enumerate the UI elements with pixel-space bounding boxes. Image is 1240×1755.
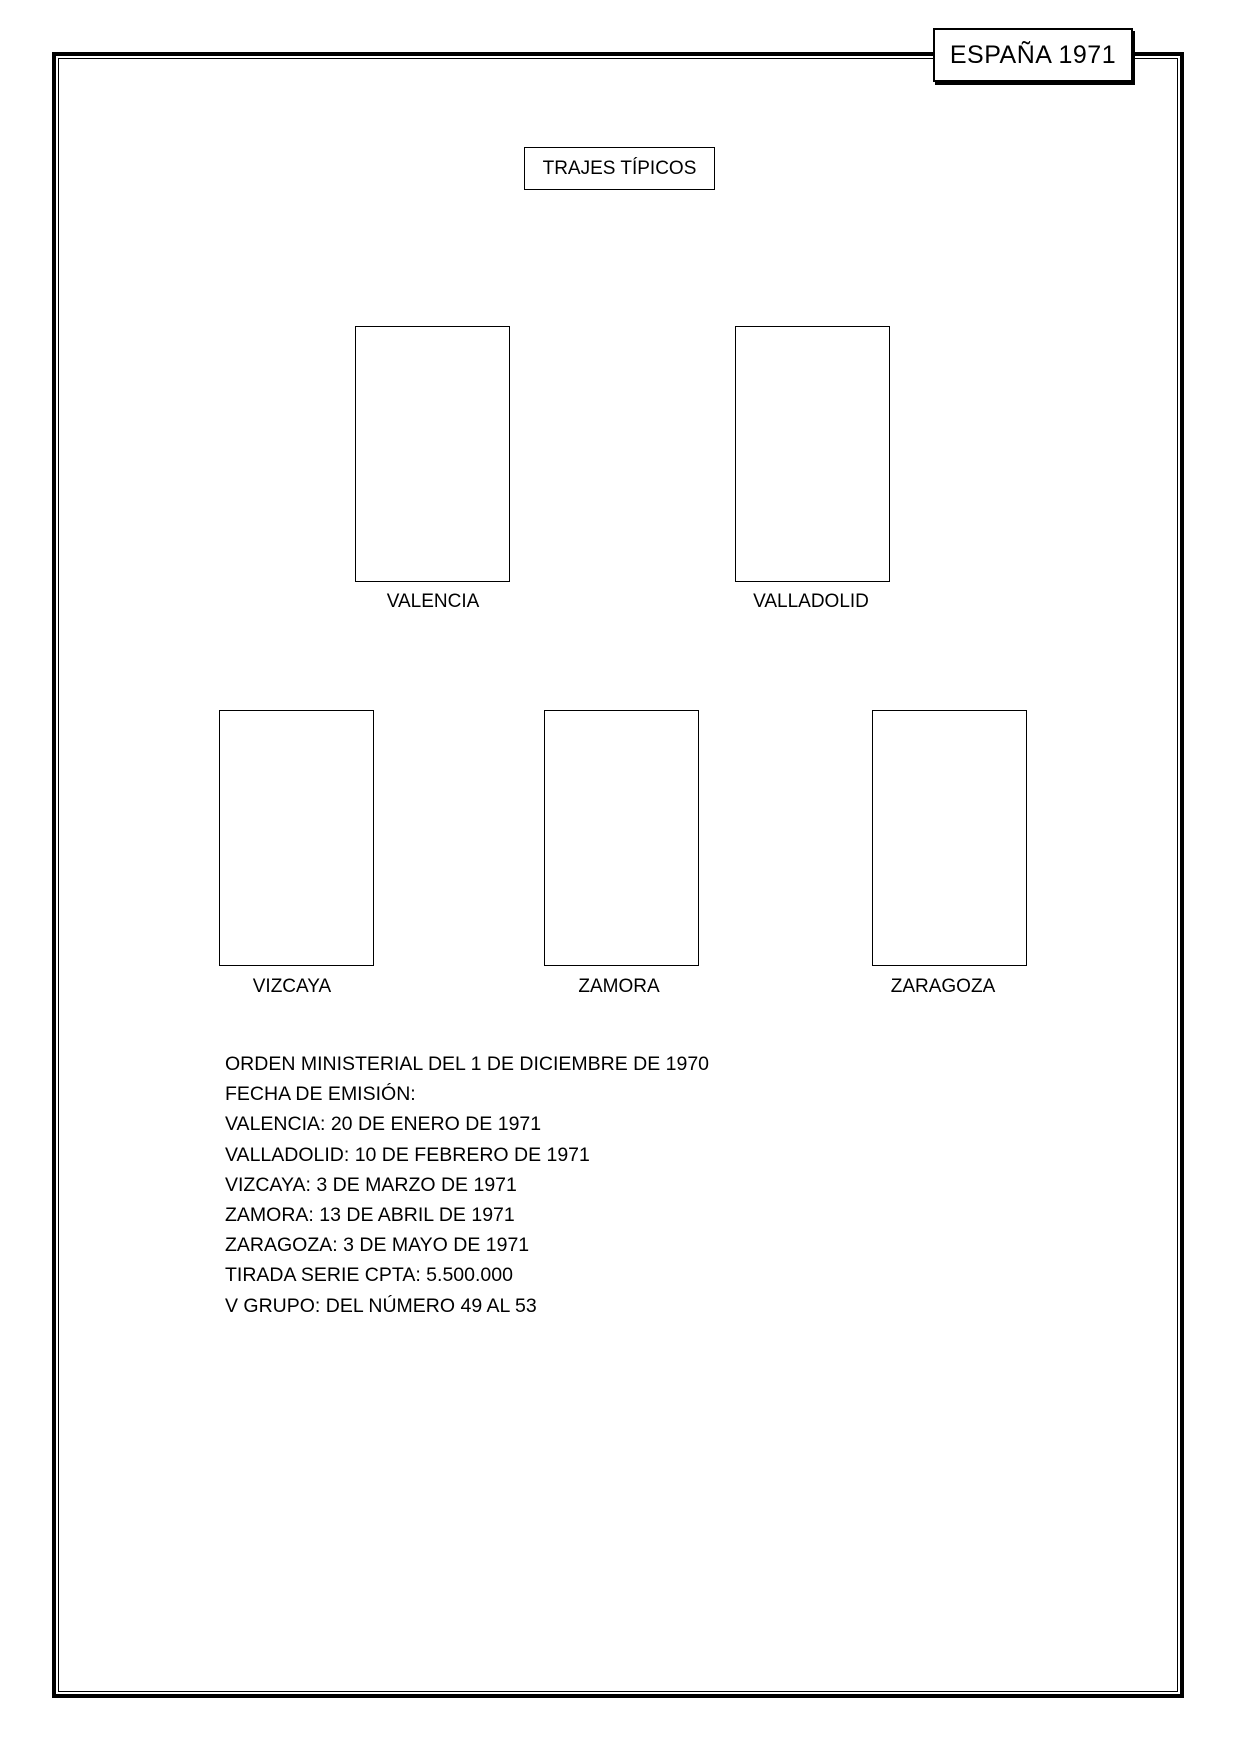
- series-title-box: [524, 147, 715, 190]
- stamp-slot-zamora: [544, 710, 699, 966]
- note-issue-date-heading: FECHA DE EMISIÓN:: [225, 1083, 416, 1106]
- stamp-slot-valencia: [355, 326, 510, 582]
- stamp-label-valladolid: VALLADOLID: [753, 591, 869, 612]
- note-date-valencia: VALENCIA: 20 DE ENERO DE 1971: [225, 1113, 542, 1136]
- stamp-slot-valladolid: [735, 326, 890, 582]
- stamp-slot-vizcaya: [219, 710, 374, 966]
- note-date-valladolid: VALLADOLID: 10 DE FEBRERO DE 1971: [225, 1143, 590, 1166]
- country-year-label: ESPAÑA 1971: [949, 40, 1117, 69]
- note-date-zaragoza: ZARAGOZA: 3 DE MAYO DE 1971: [225, 1234, 530, 1257]
- country-year-tag: [933, 28, 1133, 82]
- note-print-run: TIRADA SERIE CPTA: 5.500.000: [225, 1264, 513, 1287]
- note-date-zamora: ZAMORA: 13 DE ABRIL DE 1971: [225, 1204, 515, 1227]
- note-date-vizcaya: VIZCAYA: 3 DE MARZO DE 1971: [225, 1173, 517, 1196]
- note-ministerial-order: ORDEN MINISTERIAL DEL 1 DE DICIEMBRE DE 1970: [225, 1053, 710, 1075]
- stamp-label-zamora: ZAMORA: [578, 976, 660, 997]
- stamp-label-vizcaya: VIZCAYA: [252, 976, 332, 997]
- issue-notes: [225, 1049, 925, 1321]
- stamp-label-valencia: VALENCIA: [386, 591, 480, 612]
- series-title: TRAJES TÍPICOS: [542, 157, 697, 179]
- note-group-numbers: V GRUPO: DEL NÚMERO 49 AL 53: [225, 1294, 537, 1317]
- stamp-slot-zaragoza: [872, 710, 1027, 966]
- stamp-label-zaragoza: ZARAGOZA: [890, 976, 996, 997]
